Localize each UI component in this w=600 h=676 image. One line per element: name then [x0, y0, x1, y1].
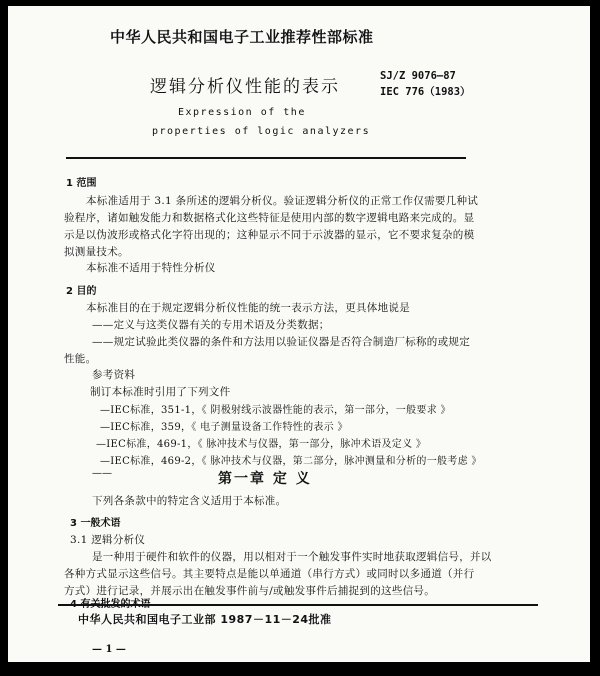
- reference-item: —IEC标准，469-1，《 脉冲技术与仪器，第一部分，脉冲术语及定义 》: [96, 439, 427, 450]
- reference-item: —IEC标准，351-1，《 阴极射线示波器性能的表示，第一部分，一般要求 》: [100, 405, 451, 416]
- standard-code: SJ/Z 9076—87: [380, 70, 456, 82]
- section-3-heading: 3 一般术语: [70, 518, 121, 529]
- section-1-line: 本标准不适用于特性分析仪: [86, 262, 216, 274]
- references-intro: 制订本标准时引用了下列文件: [90, 386, 231, 398]
- section-1-heading: 1 范围: [66, 178, 97, 189]
- section-2-line: ——规定试验此类仪器的条件和方法用以验证仪器是否符合制造厂标称的或规定: [92, 336, 470, 348]
- references-label: 参考资料: [92, 369, 136, 381]
- standard-org-title: 中华人民共和国电子工业推荐性部标准: [110, 28, 374, 46]
- reference-item: —IEC标准，469-2，《 脉冲技术与仪器，第二部分，脉冲测量和分析的一般考虑 》: [100, 456, 482, 467]
- section-3-1-line: 是一种用于硬件和软件的仪器，用以相对于一个触发事件实时地获取逻辑信号，并以: [92, 551, 492, 563]
- chapter-title: 第一章 定 义: [218, 471, 312, 487]
- iec-code: IEC 776（1983）: [380, 86, 471, 98]
- section-1-line: 本标准适用于 3.1 条所述的逻辑分析仪。验证逻辑分析仪的正常工作仅需要几种试: [86, 195, 479, 207]
- section-3-1-line: 各种方式显示这些信号。其主要特点是能以单通道（串行方式）或同时以多通道（并行: [64, 568, 475, 580]
- reference-item: —IEC标准，359，《 电子测量设备工作特性的表示 》: [100, 422, 348, 433]
- section-3-1-heading: 3.1 逻辑分析仪: [70, 534, 146, 546]
- title-divider: [66, 157, 466, 159]
- section-2-line: 本标准目的在于规定逻辑分析仪性能的统一表示方法，更具体地说是: [86, 302, 410, 314]
- section-3-1-line: 方式）进行记录，并展示出在触发事件前与/或触发事件后捕捉到的这些信号。: [64, 585, 436, 597]
- chapter-dash: ——: [92, 468, 112, 479]
- section-4-heading: [70, 595, 150, 610]
- section-2-heading: 2 目的: [66, 286, 97, 297]
- section-1-line: 验程序，诸如触发能力和数据格式化这些特征是使用内部的数字逻辑电路来完成的。显: [64, 212, 475, 224]
- section-1-line: 拟测量技术。: [64, 246, 129, 258]
- document-title: 逻辑分析仪性能的表示: [150, 77, 340, 97]
- english-title-line-1: Expression of the: [178, 107, 306, 118]
- scan-border-top: [0, 0, 600, 6]
- approval-line: 中华人民共和国电子工业部 1987－11－24批准: [78, 613, 332, 626]
- section-2-line: ——定义与这类仪器有关的专用术语及分类数据；: [92, 319, 330, 331]
- section-2-line: 性能。: [64, 353, 97, 365]
- footer-divider: [58, 604, 538, 606]
- scan-border-right: [590, 0, 600, 676]
- scan-border-left: [0, 0, 8, 676]
- definitions-intro: 下列各条款中的特定含义适用于本标准。: [92, 495, 287, 507]
- page-number: — 1 —: [92, 644, 126, 655]
- english-title-line-2: properties of logic analyzers: [152, 126, 371, 137]
- section-1-line: 示是以伪波形或格式化字符出现的；这种显示不同于示波器的显示，它不要求复杂的模: [64, 229, 475, 241]
- scan-border-bottom: [0, 662, 600, 676]
